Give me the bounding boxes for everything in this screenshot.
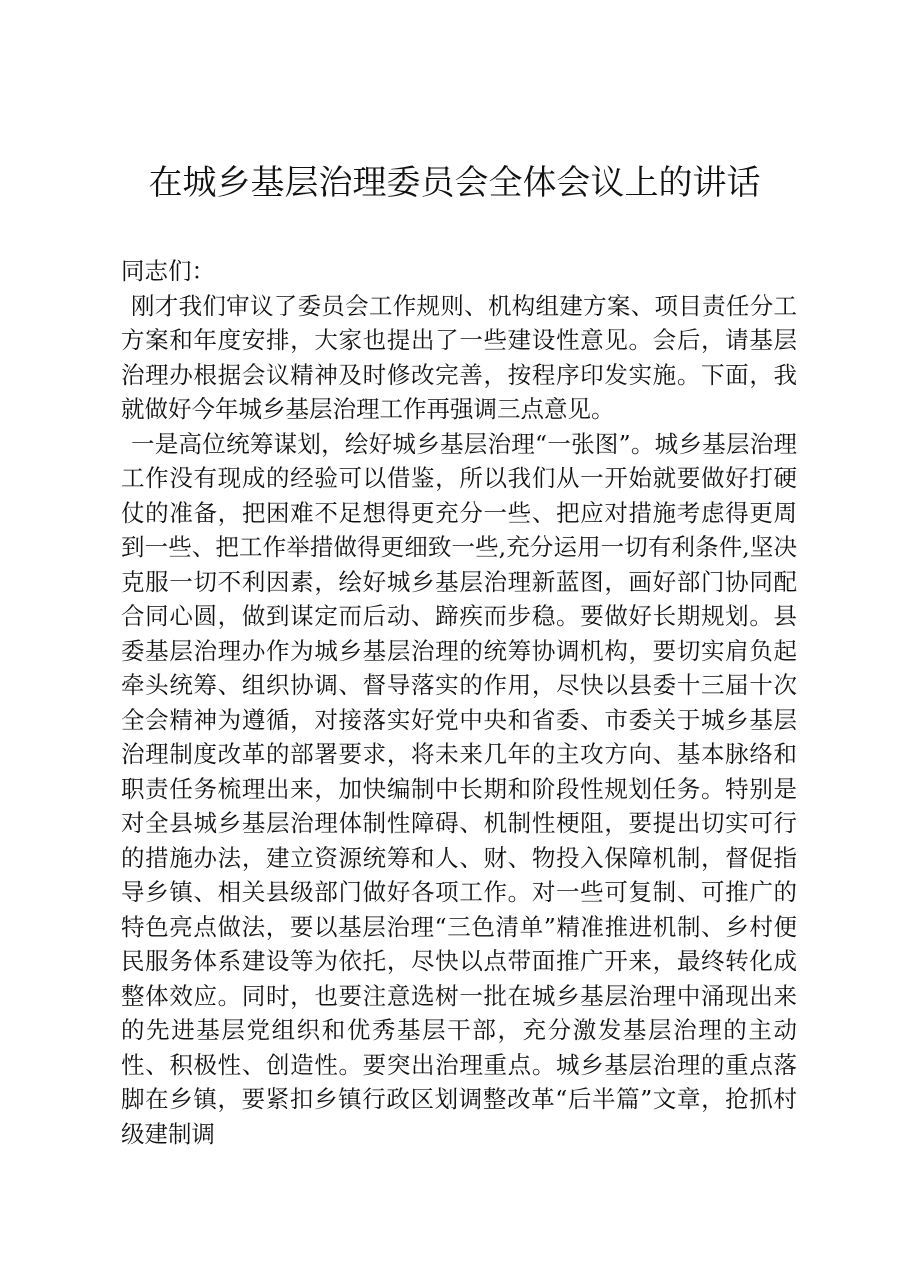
document-title: 在城乡基层治理委员会全体会议上的讲话 bbox=[148, 163, 761, 203]
paragraph-point-one: 一是高位统筹谋划，绘好城乡基层治理“一张图”。城乡基层治理工作没有现成的经验可以借鉴，所以我们从一开始就要做好打硬仗的准备，把困难不足想得更充分一些、把应对措施考虑得更周到一些、把工作举措做得更细致一些,充分运用一切有利条件,坚决克服一切不利因素，绘好城乡基层治理新蓝图，画好部门协同配合同心圆，做到谋定而后动、蹄疾而步稳。要做好长期规划。县委基层治理办作为城乡基层治理的统筹协调机构，要切实肩负起牵头统筹、组织协调、督导落实的作用，尽快以县委十三届十次全会精神为遵循，对接落实好党中央和省委、市委关于城乡基层治理制度改革的部署要求，将未来几年的主攻方向、基本脉络和职责任务梳理出来，加快编制中长期和阶段性规划任务。特别是对全县城乡基层治理体制性障碍、机制性梗阻，要提出切实可行的措施办法，建立资源统筹和人、财、物投入保障机制，督促指导乡镇、相关县级部门做好各项工作。对一些可复制、可推广的特色亮点做法，要以基层治理“三色清单”精准推进机制、乡村便民服务体系建设等为依托，尽快以点带面推广开来，最终转化成整体效应。同时，也要注意选树一批在城乡基层治理中涌现出来的先进基层党组织和优秀基层干部，充分激发基层治理的主动性、积极性、创造性。要突出治理重点。城乡基层治理的重点落脚在乡镇，要紧扣乡镇行政区划调整改革“后半篇”文章，抢抓村级建制调 bbox=[121, 429, 797, 1148]
salutation: 同志们： bbox=[121, 257, 215, 285]
document-body bbox=[121, 254, 797, 1151]
paragraph-intro: 刚才我们审议了委员会工作规则、机构组建方案、项目责任分工方案和年度安排，大家也提出了一些建设性意见。会后，请基层治理办根据会议精神及时修改完善，按程序印发实施。下面，我就做好今年城乡基层治理工作再强调三点意见。 bbox=[121, 291, 797, 423]
